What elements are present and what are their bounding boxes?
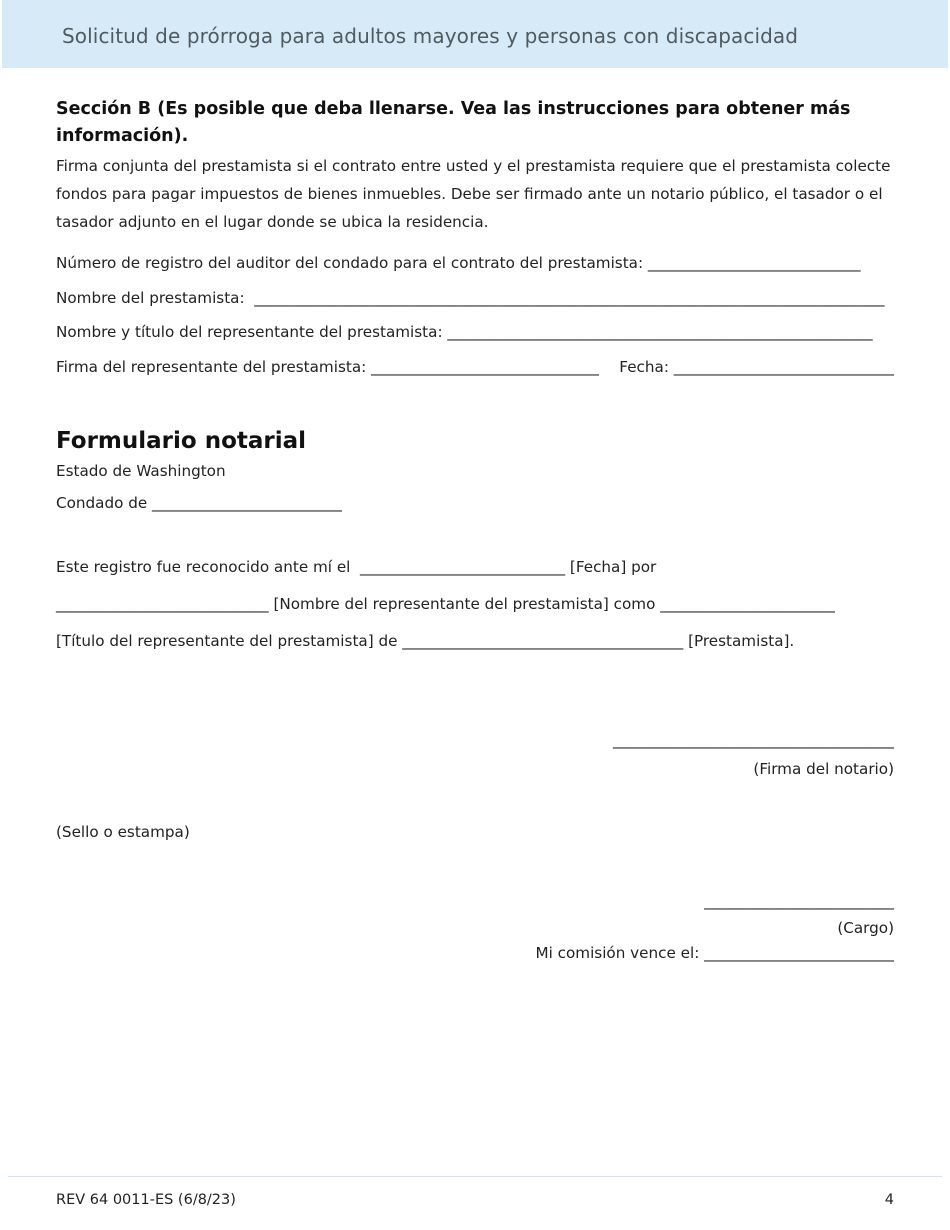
seal-label: (Sello o estampa) <box>56 823 190 841</box>
acknowledgment-line-3[interactable]: [Título del representante del prestamista] de _____________________________________ [Prestamista]. <box>56 632 795 650</box>
footer-divider <box>8 1176 942 1177</box>
rep-name-title-field[interactable]: Nombre y título del representante del prestamista: ________________________________________________________ <box>56 323 873 341</box>
acknowledgment-line-2[interactable]: ____________________________ [Nombre del representante del prestamista] como _______________________ <box>56 595 835 613</box>
position-blank[interactable]: _________________________ <box>704 892 894 910</box>
acknowledgment-line-1[interactable]: Este registro fue reconocido ante mí el ___________________________ [Fecha] por <box>56 558 657 576</box>
position-label: (Cargo) <box>837 919 894 937</box>
notary-signature-label: (Firma del notario) <box>753 760 894 778</box>
section-b-heading: Sección B (Es posible que deba llenarse. Vea las instrucciones para obtener más información). <box>56 99 851 146</box>
auditor-registration-field[interactable]: Número de registro del auditor del condado para el contrato del prestamista: ____________________________ <box>56 254 861 272</box>
section-b-description: Firma conjunta del prestamista si el contrato entre usted y el prestamista requiere que el prestamista colecte fondos para pagar impuestos de bienes inmuebles. Debe ser firmado ante un notario público, el tasador o el tasador adjunto en el lugar donde se ubica la residencia. <box>56 157 891 231</box>
page-title: Solicitud de prórroga para adultos mayores y personas con discapacidad <box>62 24 799 48</box>
notary-county-field[interactable]: Condado de _________________________ <box>56 494 342 512</box>
date-field[interactable]: Fecha: _____________________________ <box>619 358 894 376</box>
notary-form-title: Formulario notarial <box>56 428 307 454</box>
notary-state: Estado de Washington <box>56 462 226 480</box>
commission-expiry-field[interactable]: Mi comisión vence el: _________________________ <box>535 944 894 962</box>
form-id: REV 64 0011-ES (6/8/23) <box>56 1192 236 1208</box>
notary-signature-blank[interactable]: _____________________________________ <box>613 731 894 749</box>
lender-name-field[interactable]: Nombre del prestamista: ___________________________________________________________________________________ <box>56 289 885 307</box>
rep-signature-field[interactable]: Firma del representante del prestamista: ______________________________ <box>56 358 599 376</box>
page-number: 4 <box>884 1192 894 1208</box>
